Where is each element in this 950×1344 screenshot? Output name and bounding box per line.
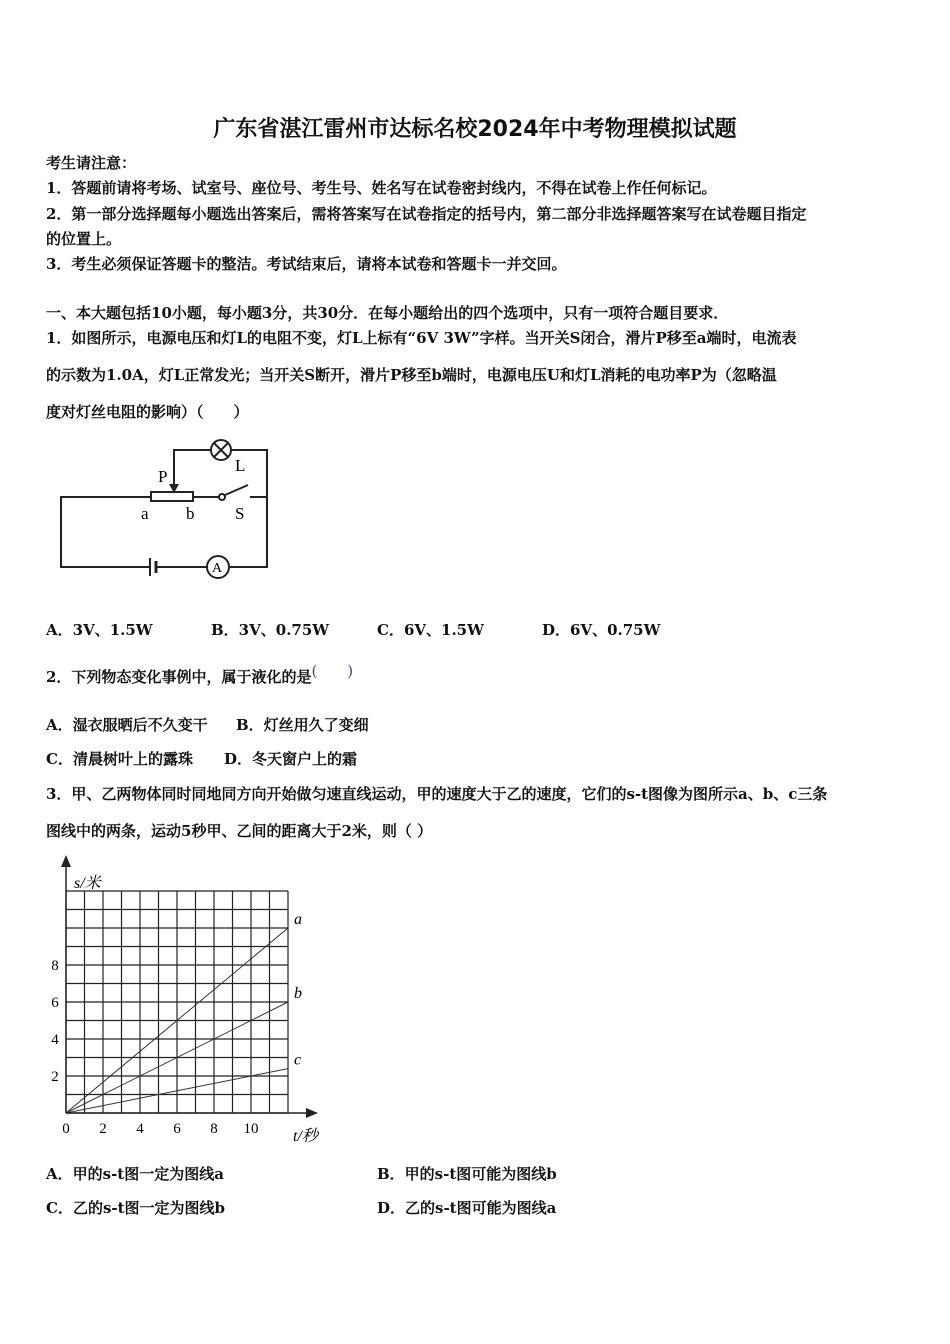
label-p: P bbox=[158, 467, 168, 486]
x-axis-arrow bbox=[306, 1108, 318, 1118]
q2-option-a[interactable]: A．湿衣服晒后不久变干 bbox=[46, 716, 208, 734]
page-title: 广东省湛江雷州市达标名校2024年中考物理模拟试题 bbox=[213, 117, 737, 142]
rheostat bbox=[151, 492, 193, 501]
y-tick-label: 8 bbox=[51, 958, 59, 974]
q1-option-a[interactable]: A．3V、1.5W bbox=[46, 621, 153, 639]
series-label-a: a bbox=[294, 911, 302, 928]
x-tick-label: 0 bbox=[62, 1121, 70, 1137]
label-b: b bbox=[186, 504, 195, 523]
q3-option-b[interactable]: B．甲的s-t图可能为图线b bbox=[377, 1165, 557, 1183]
q3-stem-line: 图线中的两条，运动5秒甲、乙间的距离大于2米，则（ ） bbox=[46, 822, 433, 840]
y-axis-label: s/米 bbox=[74, 875, 101, 892]
q3-option-a[interactable]: A．甲的s-t图一定为图线a bbox=[46, 1165, 224, 1183]
y-axis-arrow bbox=[61, 855, 71, 867]
notice-item: 1．答题前请将考场、试室号、座位号、考生号、姓名写在试卷密封线内，不得在试卷上作任何标记。 bbox=[46, 179, 717, 197]
st-graph bbox=[40, 855, 340, 1155]
switch-blade bbox=[225, 485, 248, 495]
q3-option-d[interactable]: D．乙的s-t图可能为图线a bbox=[377, 1199, 557, 1217]
x-tick-label: 2 bbox=[99, 1121, 107, 1137]
q1-option-d[interactable]: D．6V、0.75W bbox=[542, 621, 661, 639]
q1-stem-line: 的示数为1.0A，灯L正常发光；当开关S断开，滑片P移至b端时，电源电压U和灯L消耗的电功率P为（忽略温 bbox=[46, 366, 777, 384]
section-heading: 一、本大题包括10小题，每小题3分，共30分．在每小题给出的四个选项中，只有一项符合题目要求． bbox=[46, 304, 729, 322]
notice-item: 2．第一部分选择题每小题选出答案后，需将答案写在试卷指定的括号内，第二部分非选择题答案写在试卷题目指定 bbox=[46, 205, 807, 223]
x-tick-label: 4 bbox=[136, 1121, 144, 1137]
q2-option-d[interactable]: D．冬天窗户上的霜 bbox=[224, 750, 358, 768]
x-tick-label: 10 bbox=[243, 1121, 259, 1137]
q3-stem-line: 3．甲、乙两物体同时同地同方向开始做匀速直线运动，甲的速度大于乙的速度，它们的s-t图像为图所示a、b、c三条 bbox=[46, 785, 828, 803]
x-tick-label: 6 bbox=[173, 1121, 181, 1137]
q1-option-b[interactable]: B．3V、0.75W bbox=[211, 621, 330, 639]
label-s: S bbox=[235, 504, 245, 523]
q1-stem-line: 度对灯丝电阻的影响）（ ） bbox=[46, 403, 249, 421]
label-l: L bbox=[235, 456, 246, 475]
series-label-c: c bbox=[294, 1051, 302, 1069]
label-a: a bbox=[141, 504, 149, 523]
q1-option-c[interactable]: C．6V、1.5W bbox=[377, 621, 484, 639]
q2-option-b[interactable]: B．灯丝用久了变细 bbox=[236, 716, 369, 734]
notice-heading: 考生请注意： bbox=[46, 154, 137, 172]
x-axis-label: t/秒 bbox=[293, 1128, 318, 1145]
y-tick-label: 2 bbox=[51, 1069, 59, 1085]
q2-stem bbox=[46, 662, 354, 687]
y-tick-label: 6 bbox=[51, 995, 59, 1011]
x-tick-label: 8 bbox=[210, 1121, 218, 1137]
notice-item: 的位置上。 bbox=[46, 230, 122, 248]
notice-item: 3．考生必须保证答题卡的整洁。考试结束后，请将本试卷和答题卡一并交回。 bbox=[46, 255, 567, 273]
q1-stem-line: 1．如图所示，电源电压和灯L的电阻不变，灯L上标有“6V 3W”字样。当开关S闭合，滑片P移至a端时，电流表 bbox=[46, 329, 797, 347]
q2-option-c[interactable]: C．清晨树叶上的露珠 bbox=[46, 750, 193, 768]
circuit-diagram bbox=[40, 430, 300, 590]
q2-stem-text: 2．下列物态变化事例中，属于液化的是 bbox=[46, 668, 312, 686]
switch-pivot bbox=[219, 494, 225, 500]
series-label-b: b bbox=[294, 985, 302, 1002]
y-tick-label: 4 bbox=[51, 1032, 59, 1048]
q2-answer-bracket: ( ) bbox=[311, 662, 354, 680]
label-ammeter: A bbox=[212, 561, 223, 576]
q3-option-c[interactable]: C．乙的s-t图一定为图线b bbox=[46, 1199, 226, 1217]
